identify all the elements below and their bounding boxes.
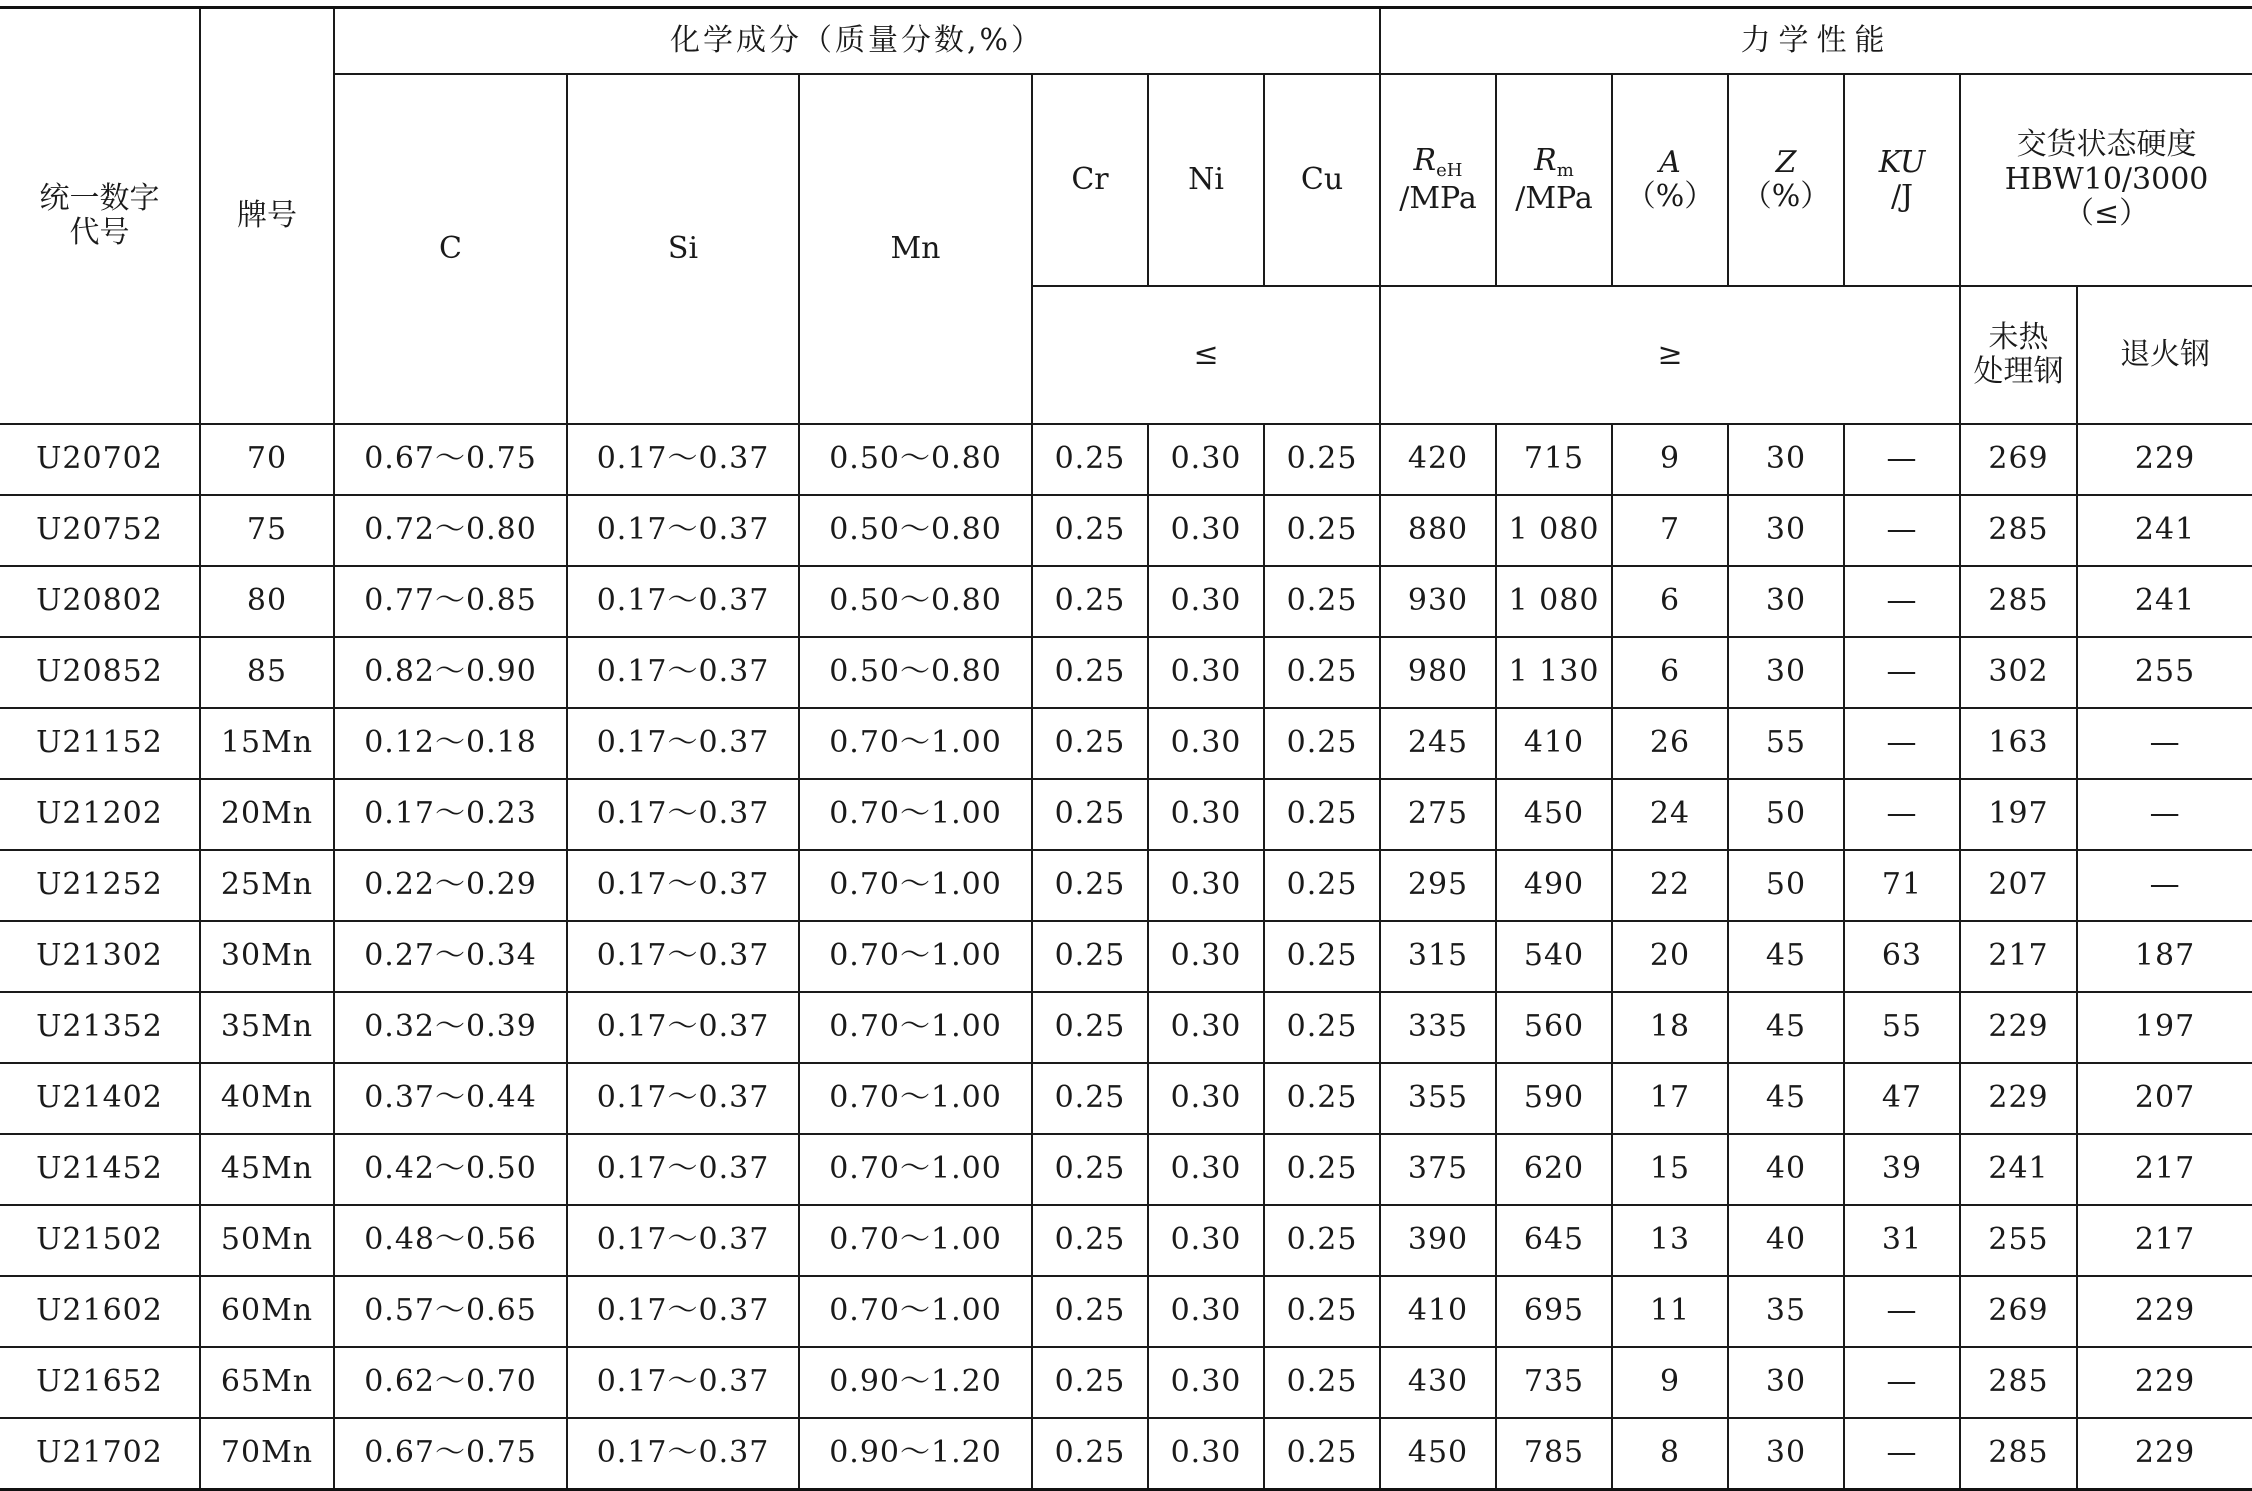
cell-mn: 0.70～1.00 (799, 850, 1032, 921)
cell-ni: 0.30 (1148, 708, 1264, 779)
cell-cu: 0.25 (1264, 1134, 1380, 1205)
cell-cr: 0.25 (1032, 424, 1148, 495)
cell-code: U21352 (0, 992, 200, 1063)
cell-mn: 0.70～1.00 (799, 1205, 1032, 1276)
cell-ku: — (1844, 779, 1960, 850)
cell-hardness-annealed: 217 (2077, 1134, 2252, 1205)
cell-grade: 30Mn (200, 921, 334, 992)
cell-cr: 0.25 (1032, 992, 1148, 1063)
cell-z: 30 (1728, 1418, 1844, 1490)
cell-z: 30 (1728, 566, 1844, 637)
cell-z: 30 (1728, 1347, 1844, 1418)
cell-a: 26 (1612, 708, 1728, 779)
cell-grade: 80 (200, 566, 334, 637)
cell-rm: 695 (1496, 1276, 1612, 1347)
cell-reh: 375 (1380, 1134, 1496, 1205)
cell-hardness-untreated: 217 (1960, 921, 2077, 992)
header-code-line2: 代号 (69, 215, 130, 250)
cell-si: 0.17～0.37 (567, 424, 799, 495)
cell-ni: 0.30 (1148, 1205, 1264, 1276)
cell-rm: 410 (1496, 708, 1612, 779)
cell-ni: 0.30 (1148, 1063, 1264, 1134)
cell-mn: 0.50～0.80 (799, 424, 1032, 495)
cell-code: U21702 (0, 1418, 200, 1490)
header-si: Si (567, 74, 799, 424)
header-rm (1496, 74, 1612, 286)
cell-mn: 0.50～0.80 (799, 637, 1032, 708)
cell-hardness-annealed: — (2077, 850, 2252, 921)
cell-c: 0.72～0.80 (334, 495, 567, 566)
cell-ku: — (1844, 1418, 1960, 1490)
cell-c: 0.67～0.75 (334, 1418, 567, 1490)
header-reh (1380, 74, 1496, 286)
cell-c: 0.37～0.44 (334, 1063, 567, 1134)
cell-hardness-annealed: 229 (2077, 424, 2252, 495)
cell-hardness-annealed: 197 (2077, 992, 2252, 1063)
cell-z: 50 (1728, 779, 1844, 850)
cell-rm: 560 (1496, 992, 1612, 1063)
cell-code: U20702 (0, 424, 200, 495)
table-row (0, 921, 2252, 992)
cell-hardness-annealed: 217 (2077, 1205, 2252, 1276)
hardness-line1: 交货状态硬度 (2016, 127, 2197, 163)
cell-grade: 50Mn (200, 1205, 334, 1276)
cell-hardness-untreated: 197 (1960, 779, 2077, 850)
cell-hardness-annealed: 229 (2077, 1418, 2252, 1490)
cell-code: U21252 (0, 850, 200, 921)
cell-rm: 735 (1496, 1347, 1612, 1418)
cell-hardness-annealed: 241 (2077, 495, 2252, 566)
cell-c: 0.32～0.39 (334, 992, 567, 1063)
cell-hardness-untreated: 229 (1960, 1063, 2077, 1134)
cell-si: 0.17～0.37 (567, 850, 799, 921)
cell-rm: 715 (1496, 424, 1612, 495)
cell-reh: 335 (1380, 992, 1496, 1063)
table-row (0, 1134, 2252, 1205)
cell-rm: 450 (1496, 779, 1612, 850)
cell-cu: 0.25 (1264, 921, 1380, 992)
cell-code: U21302 (0, 921, 200, 992)
steel-properties-table (0, 6, 2252, 1491)
table-row (0, 1276, 2252, 1347)
header-cr: Cr (1032, 74, 1148, 286)
cell-mn: 0.70～1.00 (799, 779, 1032, 850)
table-row (0, 850, 2252, 921)
cell-si: 0.17～0.37 (567, 708, 799, 779)
cell-code: U20802 (0, 566, 200, 637)
cell-mn: 0.90～1.20 (799, 1347, 1032, 1418)
cell-reh: 275 (1380, 779, 1496, 850)
cell-reh: 390 (1380, 1205, 1496, 1276)
cell-hardness-untreated: 163 (1960, 708, 2077, 779)
cell-ni: 0.30 (1148, 1134, 1264, 1205)
cell-rm: 590 (1496, 1063, 1612, 1134)
cell-reh: 430 (1380, 1347, 1496, 1418)
cell-mn: 0.50～0.80 (799, 495, 1032, 566)
a-symbol: A (1659, 144, 1681, 180)
cell-cu: 0.25 (1264, 992, 1380, 1063)
cell-reh: 420 (1380, 424, 1496, 495)
header-z (1728, 74, 1844, 286)
cell-grade: 75 (200, 495, 334, 566)
cell-cu: 0.25 (1264, 1063, 1380, 1134)
cell-si: 0.17～0.37 (567, 637, 799, 708)
cell-hardness-untreated: 255 (1960, 1205, 2077, 1276)
cell-rm: 1 080 (1496, 495, 1612, 566)
cell-cu: 0.25 (1264, 495, 1380, 566)
cell-cr: 0.25 (1032, 1347, 1148, 1418)
cell-ku: 55 (1844, 992, 1960, 1063)
cell-si: 0.17～0.37 (567, 1276, 799, 1347)
cell-cu: 0.25 (1264, 566, 1380, 637)
cell-cu: 0.25 (1264, 779, 1380, 850)
cell-c: 0.42～0.50 (334, 1134, 567, 1205)
cell-hardness-annealed: 187 (2077, 921, 2252, 992)
cell-ku: 47 (1844, 1063, 1960, 1134)
cell-cr: 0.25 (1032, 1063, 1148, 1134)
cell-a: 9 (1612, 424, 1728, 495)
z-symbol: Z (1775, 144, 1797, 180)
table-body (0, 424, 2252, 1490)
cell-hardness-annealed: — (2077, 708, 2252, 779)
cell-ku: 63 (1844, 921, 1960, 992)
cell-cu: 0.25 (1264, 1418, 1380, 1490)
cell-grade: 20Mn (200, 779, 334, 850)
cell-cu: 0.25 (1264, 850, 1380, 921)
cell-ku: — (1844, 566, 1960, 637)
table-row (0, 1418, 2252, 1490)
cell-rm: 785 (1496, 1418, 1612, 1490)
cell-cr: 0.25 (1032, 637, 1148, 708)
cell-ku: — (1844, 1276, 1960, 1347)
cell-mn: 0.70～1.00 (799, 992, 1032, 1063)
cell-si: 0.17～0.37 (567, 1418, 799, 1490)
cell-hardness-untreated: 241 (1960, 1134, 2077, 1205)
cell-ni: 0.30 (1148, 992, 1264, 1063)
cell-code: U21152 (0, 708, 200, 779)
cell-reh: 980 (1380, 637, 1496, 708)
header-code (0, 8, 200, 425)
cell-reh: 930 (1380, 566, 1496, 637)
cell-cu: 0.25 (1264, 1276, 1380, 1347)
cell-mn: 0.70～1.00 (799, 1134, 1032, 1205)
cell-grade: 70 (200, 424, 334, 495)
cell-c: 0.62～0.70 (334, 1347, 567, 1418)
header-annealed: 退火钢 (2077, 286, 2252, 424)
cell-ni: 0.30 (1148, 495, 1264, 566)
cell-z: 30 (1728, 424, 1844, 495)
cell-code: U21652 (0, 1347, 200, 1418)
hardness-line2: HBW10/3000 (2004, 161, 2209, 197)
cell-ni: 0.30 (1148, 637, 1264, 708)
cell-cr: 0.25 (1032, 566, 1148, 637)
cell-hardness-annealed: 229 (2077, 1276, 2252, 1347)
cell-cu: 0.25 (1264, 708, 1380, 779)
cell-a: 20 (1612, 921, 1728, 992)
cell-a: 17 (1612, 1063, 1728, 1134)
cell-c: 0.77～0.85 (334, 566, 567, 637)
cell-c: 0.82～0.90 (334, 637, 567, 708)
cell-hardness-untreated: 285 (1960, 1418, 2077, 1490)
untreated-line1: 未热 (1988, 319, 2049, 355)
cell-z: 45 (1728, 1063, 1844, 1134)
cell-ku: 31 (1844, 1205, 1960, 1276)
cell-cr: 0.25 (1032, 779, 1148, 850)
cell-ni: 0.30 (1148, 850, 1264, 921)
table-row (0, 637, 2252, 708)
cell-grade: 85 (200, 637, 334, 708)
cell-a: 18 (1612, 992, 1728, 1063)
cell-ni: 0.30 (1148, 921, 1264, 992)
cell-si: 0.17～0.37 (567, 1134, 799, 1205)
header-chemical-composition: 化学成分（质量分数,%） (334, 8, 1380, 75)
cell-z: 55 (1728, 708, 1844, 779)
cell-a: 13 (1612, 1205, 1728, 1276)
cell-reh: 245 (1380, 708, 1496, 779)
cell-a: 6 (1612, 637, 1728, 708)
header-le-limit: ≤ (1032, 286, 1380, 424)
table-row (0, 424, 2252, 495)
cell-mn: 0.70～1.00 (799, 1063, 1032, 1134)
cell-si: 0.17～0.37 (567, 566, 799, 637)
reh-symbol: $R_{eH}$ (1413, 142, 1463, 181)
cell-mn: 0.70～1.00 (799, 708, 1032, 779)
header-a (1612, 74, 1728, 286)
cell-rm: 1 130 (1496, 637, 1612, 708)
cell-code: U21602 (0, 1276, 200, 1347)
cell-c: 0.17～0.23 (334, 779, 567, 850)
header-row-2 (0, 74, 2252, 286)
cell-code: U21502 (0, 1205, 200, 1276)
header-row-1 (0, 8, 2252, 75)
cell-grade: 65Mn (200, 1347, 334, 1418)
cell-si: 0.17～0.37 (567, 1347, 799, 1418)
cell-cu: 0.25 (1264, 1205, 1380, 1276)
cell-grade: 60Mn (200, 1276, 334, 1347)
cell-hardness-untreated: 207 (1960, 850, 2077, 921)
cell-cr: 0.25 (1032, 495, 1148, 566)
a-unit: （%） (1625, 179, 1715, 214)
cell-rm: 540 (1496, 921, 1612, 992)
header-ge-limit: ≥ (1380, 286, 1960, 424)
cell-reh: 450 (1380, 1418, 1496, 1490)
cell-z: 30 (1728, 495, 1844, 566)
header-ku (1844, 74, 1960, 286)
cell-a: 7 (1612, 495, 1728, 566)
header-c: C (334, 74, 567, 424)
cell-z: 40 (1728, 1134, 1844, 1205)
cell-rm: 1 080 (1496, 566, 1612, 637)
cell-hardness-annealed: 207 (2077, 1063, 2252, 1134)
cell-c: 0.67～0.75 (334, 424, 567, 495)
header-mn: Mn (799, 74, 1032, 424)
table-row (0, 1205, 2252, 1276)
untreated-line2: 处理钢 (1973, 354, 2064, 389)
cell-si: 0.17～0.37 (567, 921, 799, 992)
table-row (0, 779, 2252, 850)
header-hardness (1960, 74, 2252, 286)
cell-c: 0.12～0.18 (334, 708, 567, 779)
header-untreated (1960, 286, 2077, 424)
cell-reh: 355 (1380, 1063, 1496, 1134)
cell-c: 0.27～0.34 (334, 921, 567, 992)
cell-hardness-annealed: 229 (2077, 1347, 2252, 1418)
cell-hardness-untreated: 285 (1960, 495, 2077, 566)
cell-a: 15 (1612, 1134, 1728, 1205)
cell-cr: 0.25 (1032, 1276, 1148, 1347)
cell-rm: 645 (1496, 1205, 1612, 1276)
cell-z: 45 (1728, 992, 1844, 1063)
cell-z: 45 (1728, 921, 1844, 992)
header-grade: 牌号 (200, 8, 334, 425)
cell-c: 0.48～0.56 (334, 1205, 567, 1276)
cell-ku: — (1844, 708, 1960, 779)
cell-ni: 0.30 (1148, 1418, 1264, 1490)
cell-ni: 0.30 (1148, 566, 1264, 637)
cell-hardness-annealed: — (2077, 779, 2252, 850)
cell-cu: 0.25 (1264, 637, 1380, 708)
cell-code: U21402 (0, 1063, 200, 1134)
cell-ku: — (1844, 1347, 1960, 1418)
cell-hardness-untreated: 285 (1960, 1347, 2077, 1418)
cell-rm: 620 (1496, 1134, 1612, 1205)
cell-ku: 39 (1844, 1134, 1960, 1205)
ku-unit: /J (1890, 179, 1914, 214)
cell-grade: 25Mn (200, 850, 334, 921)
cell-grade: 45Mn (200, 1134, 334, 1205)
cell-si: 0.17～0.37 (567, 1063, 799, 1134)
header-ni: Ni (1148, 74, 1264, 286)
cell-si: 0.17～0.37 (567, 992, 799, 1063)
cell-ku: — (1844, 495, 1960, 566)
table-row (0, 992, 2252, 1063)
cell-cr: 0.25 (1032, 1205, 1148, 1276)
hardness-line3: （≤） (2063, 196, 2150, 232)
cell-c: 0.22～0.29 (334, 850, 567, 921)
cell-reh: 410 (1380, 1276, 1496, 1347)
cell-code: U21202 (0, 779, 200, 850)
cell-reh: 880 (1380, 495, 1496, 566)
cell-a: 22 (1612, 850, 1728, 921)
cell-cr: 0.25 (1032, 708, 1148, 779)
cell-mn: 0.70～1.00 (799, 1276, 1032, 1347)
ku-symbol: KU (1878, 144, 1926, 180)
cell-mn: 0.70～1.00 (799, 921, 1032, 992)
cell-grade: 15Mn (200, 708, 334, 779)
cell-cr: 0.25 (1032, 921, 1148, 992)
z-unit: （%） (1741, 179, 1831, 214)
table-row (0, 1347, 2252, 1418)
cell-rm: 490 (1496, 850, 1612, 921)
table-row (0, 1063, 2252, 1134)
cell-grade: 35Mn (200, 992, 334, 1063)
cell-reh: 315 (1380, 921, 1496, 992)
table-row (0, 566, 2252, 637)
cell-hardness-untreated: 269 (1960, 424, 2077, 495)
cell-mn: 0.50～0.80 (799, 566, 1032, 637)
cell-z: 30 (1728, 637, 1844, 708)
cell-ku: 71 (1844, 850, 1960, 921)
cell-code: U20852 (0, 637, 200, 708)
cell-c: 0.57～0.65 (334, 1276, 567, 1347)
cell-code: U21452 (0, 1134, 200, 1205)
cell-ku: — (1844, 424, 1960, 495)
cell-a: 24 (1612, 779, 1728, 850)
header-code-line1: 统一数字 (39, 180, 160, 216)
rm-unit: /MPa (1515, 180, 1593, 216)
cell-cr: 0.25 (1032, 1134, 1148, 1205)
cell-ni: 0.30 (1148, 424, 1264, 495)
cell-code: U20752 (0, 495, 200, 566)
cell-hardness-untreated: 229 (1960, 992, 2077, 1063)
cell-grade: 70Mn (200, 1418, 334, 1490)
reh-unit: /MPa (1399, 180, 1477, 216)
cell-a: 8 (1612, 1418, 1728, 1490)
cell-hardness-untreated: 269 (1960, 1276, 2077, 1347)
cell-ni: 0.30 (1148, 1347, 1264, 1418)
rm-symbol: $R_m$ (1534, 142, 1574, 181)
table-row (0, 708, 2252, 779)
cell-mn: 0.90～1.20 (799, 1418, 1032, 1490)
cell-ni: 0.30 (1148, 779, 1264, 850)
cell-a: 6 (1612, 566, 1728, 637)
cell-a: 9 (1612, 1347, 1728, 1418)
cell-ni: 0.30 (1148, 1276, 1264, 1347)
cell-reh: 295 (1380, 850, 1496, 921)
cell-hardness-annealed: 241 (2077, 566, 2252, 637)
cell-cu: 0.25 (1264, 1347, 1380, 1418)
table-row (0, 495, 2252, 566)
cell-hardness-untreated: 302 (1960, 637, 2077, 708)
table-header (0, 8, 2252, 425)
cell-si: 0.17～0.37 (567, 495, 799, 566)
cell-si: 0.17～0.37 (567, 779, 799, 850)
cell-z: 40 (1728, 1205, 1844, 1276)
cell-z: 35 (1728, 1276, 1844, 1347)
cell-a: 11 (1612, 1276, 1728, 1347)
header-mechanical-properties: 力学性能 (1380, 8, 2252, 75)
cell-z: 50 (1728, 850, 1844, 921)
cell-ku: — (1844, 637, 1960, 708)
cell-cu: 0.25 (1264, 424, 1380, 495)
cell-grade: 40Mn (200, 1063, 334, 1134)
cell-hardness-annealed: 255 (2077, 637, 2252, 708)
cell-hardness-untreated: 285 (1960, 566, 2077, 637)
cell-cr: 0.25 (1032, 850, 1148, 921)
cell-si: 0.17～0.37 (567, 1205, 799, 1276)
cell-cr: 0.25 (1032, 1418, 1148, 1490)
header-cu: Cu (1264, 74, 1380, 286)
